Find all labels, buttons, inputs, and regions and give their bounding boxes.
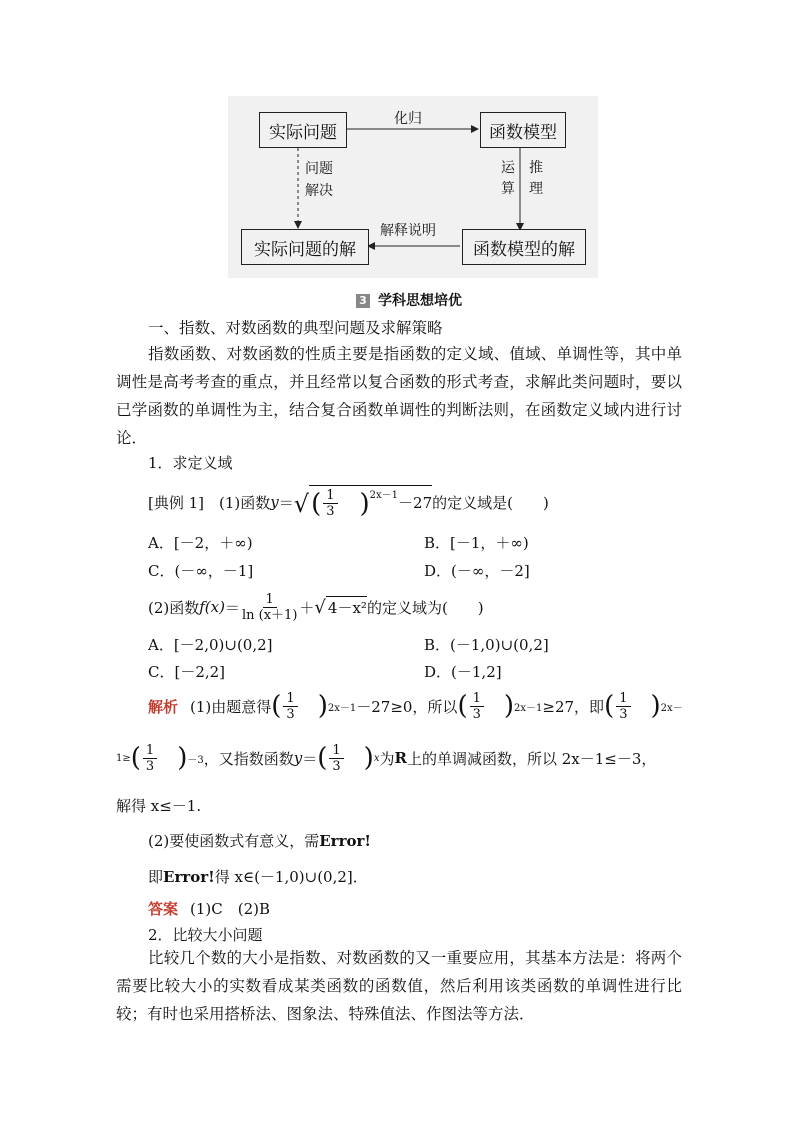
- section-title: 学科思想培优: [378, 293, 462, 309]
- solution-line3: 解得 x≤－1.: [116, 797, 202, 815]
- section-heading: [356, 290, 462, 310]
- flow-diagram: [228, 96, 598, 278]
- intro-paragraph: 指数函数、对数函数的性质主要是指函数的定义域、值域、单调性等，其中单调性是高考考查的重点，并且经常以复合函数的形式考查，求解此类问题时，要以已学函数的单调性为主，结合复合函数单调性的判断法则，在函数定义域内进行讨论．: [116, 345, 682, 447]
- exponent: 2x－1: [369, 489, 399, 501]
- frac-num: 1: [323, 488, 337, 504]
- label-solve: 解决: [305, 183, 333, 199]
- solution-exp1: 2x－1: [327, 702, 357, 714]
- answer-label: 答案: [148, 900, 179, 918]
- solution-p2d: 上的单调减函数，所以 2x－1≤－3，: [406, 749, 657, 768]
- solution-line4: [148, 830, 371, 851]
- answer-text: (1)C (2)B: [190, 900, 271, 918]
- q2-num: 1: [263, 592, 277, 608]
- box-model-solution: 函数模型的解: [462, 229, 586, 265]
- section-badge: 3: [356, 294, 370, 308]
- solution-p5b: 得 x∈(－1,0)∪(0,2]．: [214, 868, 368, 886]
- q2-option-a: A．[－2,0)∪(0,2]: [148, 636, 273, 654]
- q2-option-d: D．(－1,2]: [424, 663, 502, 681]
- solution-p1a: (1)由题意得: [190, 697, 272, 716]
- q2-option-b: B．(－1,0)∪(0,2]: [424, 636, 549, 654]
- solution-exp1b: 2x－1: [514, 702, 543, 714]
- label-problem-solving: [305, 158, 333, 202]
- solution-p5a: 即: [148, 868, 164, 886]
- box-practical-solution: 实际问题的解: [241, 229, 369, 265]
- solution-R: R: [394, 749, 407, 767]
- solution-p2a: 1≥: [116, 752, 131, 764]
- example1-y: y: [270, 493, 279, 511]
- solution-exp-cont: 2x－: [660, 702, 683, 714]
- q1-option-d: D．(－∞，－2]: [424, 562, 530, 580]
- label-reasoning: 推理: [529, 160, 543, 197]
- solution-p1b: －27≥0，所以: [356, 697, 458, 716]
- q2-suffix: 的定义域为( ): [366, 598, 484, 617]
- solution-line1: 解析 (1)由题意得 ( $\frac{1}{3}$ ) 2x－1 －27≥0，所以 ( $\frac{1}{3}$ ) 2x－1 ≥27，即 ( $\frac{1}{3}$ ) 2x－: [148, 690, 683, 722]
- q2-den: ln (x＋1): [241, 607, 298, 623]
- frac-den: 3: [326, 504, 335, 520]
- box-function-model: 函数模型: [480, 112, 566, 148]
- solution-line5: [148, 866, 368, 887]
- label-explanation: 解释说明: [380, 223, 436, 239]
- label-reduction: 化归: [394, 111, 422, 127]
- q2-plus: ＋: [299, 598, 315, 617]
- heading-strategy: 一、指数、对数函数的典型问题及求解策略: [148, 319, 443, 337]
- q2-option-c: C．[－2,2]: [148, 663, 226, 681]
- q2-eq: ＝: [224, 598, 240, 617]
- solution-exp-m3: －3: [187, 754, 204, 766]
- example1-tail: －27: [398, 493, 433, 512]
- box-practical-problem: 实际问题: [259, 112, 347, 148]
- q2-fx: f(x): [199, 598, 225, 616]
- error-text-2: Error!: [163, 868, 215, 886]
- label-compute: 运算: [501, 160, 515, 197]
- example1-question1: [148, 482, 549, 522]
- solution-line2: 1≥ ( $\frac{1}{3}$ ) －3 ，又指数函数 y ＝ ( $\frac{1}{3}$ ) x 为 R 上的单调减函数，所以 2x－1≤－3，: [116, 742, 657, 774]
- example1-prefix: [典例 1] (1)函数: [148, 493, 271, 512]
- subheading-domain: 1．求定义域: [148, 454, 233, 472]
- subheading-compare: 2．比较大小问题: [148, 926, 263, 944]
- solution-p2b: ，又指数函数: [203, 749, 294, 768]
- solution-p4: (2)要使函数式有意义，需: [148, 832, 320, 850]
- q1-option-a: A．[－2，＋∞): [148, 534, 253, 552]
- example1-eq: ＝: [278, 493, 294, 512]
- sqrt-expression: √( $\frac{1}{3}$ )$^{2x-1}$－27: [294, 485, 432, 520]
- solution-p1c: ≥27，即: [542, 697, 605, 716]
- example1-suffix: 的定义域是( ): [432, 493, 549, 512]
- solution-label: 解析: [148, 697, 179, 716]
- q1-option-b: B．[－1，＋∞): [424, 534, 529, 552]
- q2-radicand: 4－x²: [326, 596, 367, 618]
- solution-p2c: 为: [379, 749, 395, 768]
- error-text-1: Error!: [319, 832, 371, 850]
- q1-option-c: C．(－∞，－1]: [148, 562, 254, 580]
- q2-prefix: (2)函数: [148, 598, 200, 617]
- label-problem: 问题: [305, 161, 333, 177]
- example1-question2: (2)函数 f(x) ＝ $\frac{1}{\ln (x+1)}$ ＋ √ 4－x² 的定义域为( ): [148, 591, 484, 623]
- answer-line: [148, 898, 270, 919]
- compare-paragraph: 比较几个数的大小是指数、对数函数的又一重要应用，其基本方法是：将两个需要比较大小的实数看成某类函数的函数值，然后利用该类函数的单调性进行比较；有时也采用搭桥法、图象法、特殊值法、作图法等方法．: [116, 949, 682, 1023]
